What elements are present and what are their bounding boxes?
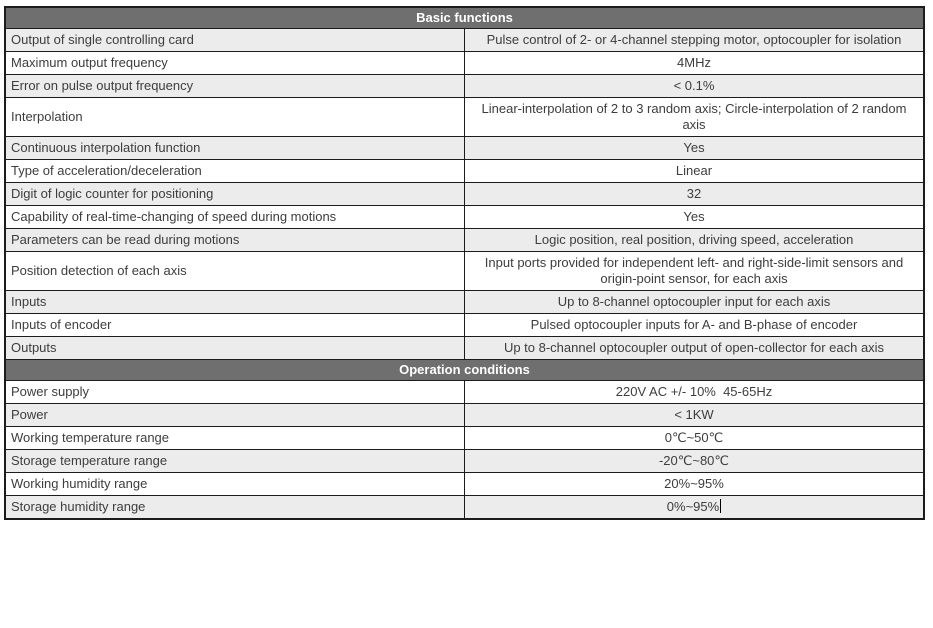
row-value-text: Input ports provided for independent left- and right-side-limit sensors and origin-point sensor, for each axis <box>484 255 907 286</box>
table-row <box>5 137 924 160</box>
row-value-cell[interactable] <box>465 473 925 496</box>
table-row <box>5 29 924 52</box>
row-label-text: Type of acceleration/deceleration <box>11 163 202 178</box>
row-value-text: 0℃~50℃ <box>664 430 724 445</box>
row-value-text: 20%~95% <box>664 476 724 491</box>
section-header-row <box>5 360 924 381</box>
row-value-cell[interactable] <box>465 381 925 404</box>
row-value-cell[interactable] <box>465 206 925 229</box>
row-value-cell[interactable] <box>465 160 925 183</box>
table-row <box>5 427 924 450</box>
row-label-text: Interpolation <box>11 109 83 124</box>
row-label-cell[interactable] <box>5 427 465 450</box>
row-label-text: Continuous interpolation function <box>11 140 201 155</box>
table-row <box>5 52 924 75</box>
row-label-text: Output of single controlling card <box>11 32 194 47</box>
row-label-cell[interactable] <box>5 337 465 360</box>
row-value-cell[interactable] <box>465 29 925 52</box>
row-value-cell[interactable] <box>465 75 925 98</box>
row-value-cell[interactable] <box>465 52 925 75</box>
row-label-text: Storage humidity range <box>11 499 146 514</box>
row-label-cell[interactable] <box>5 98 465 137</box>
row-value-cell[interactable] <box>465 450 925 473</box>
spec-table <box>4 6 925 520</box>
row-label-text: Inputs <box>11 294 47 309</box>
table-row <box>5 473 924 496</box>
row-value-text: Yes <box>683 140 705 155</box>
table-row <box>5 229 924 252</box>
row-value-text: 4MHz <box>677 55 711 70</box>
table-row <box>5 404 924 427</box>
row-label-cell[interactable] <box>5 291 465 314</box>
table-row <box>5 206 924 229</box>
row-value-cell[interactable] <box>465 252 925 291</box>
table-row <box>5 160 924 183</box>
text-cursor <box>720 499 721 513</box>
row-label-text: Error on pulse output frequency <box>11 78 194 93</box>
section-title-basic-functions[interactable]: Basic functions <box>5 7 924 29</box>
row-label-cell[interactable] <box>5 183 465 206</box>
row-label-text: Working humidity range <box>11 476 148 491</box>
row-value-text: < 1KW <box>674 407 714 422</box>
row-label-cell[interactable] <box>5 229 465 252</box>
row-value-cell[interactable] <box>465 183 925 206</box>
row-value-cell[interactable] <box>465 337 925 360</box>
row-label-cell[interactable] <box>5 473 465 496</box>
row-label-cell[interactable] <box>5 206 465 229</box>
row-label-cell[interactable] <box>5 137 465 160</box>
table-row <box>5 337 924 360</box>
row-value-cell[interactable] <box>465 404 925 427</box>
table-row <box>5 183 924 206</box>
row-label-text: Power supply <box>11 384 90 399</box>
row-label-text: Capability of real-time-changing of speed during motions <box>11 209 337 224</box>
row-value-text: 32 <box>686 186 702 201</box>
row-value-text: Yes <box>683 209 705 224</box>
table-row <box>5 252 924 291</box>
row-label-text: Working temperature range <box>11 430 170 445</box>
row-value-text: Linear-interpolation of 2 to 3 random axis; Circle-interpolation of 2 random axis <box>481 101 911 132</box>
row-value-text: Pulsed optocoupler inputs for A- and B-phase of encoder <box>530 317 858 332</box>
row-value-text: Up to 8-channel optocoupler input for each axis <box>557 294 831 309</box>
row-value-text: < 0.1% <box>673 78 715 93</box>
row-label-text: Parameters can be read during motions <box>11 232 240 247</box>
table-row <box>5 496 924 520</box>
row-label-cell[interactable] <box>5 496 465 520</box>
row-label-text: Storage temperature range <box>11 453 168 468</box>
row-label-cell[interactable] <box>5 52 465 75</box>
row-value-text: 220V AC +/- 10% 45-65Hz <box>615 384 773 399</box>
table-row <box>5 450 924 473</box>
row-label-text: Power <box>11 407 48 422</box>
row-value-text: Linear <box>675 163 713 178</box>
row-label-cell[interactable] <box>5 404 465 427</box>
section-title-operation-conditions[interactable]: Operation conditions <box>5 360 924 381</box>
table-row <box>5 98 924 137</box>
table-row <box>5 291 924 314</box>
row-label-text: Position detection of each axis <box>11 263 187 278</box>
row-value-text: Pulse control of 2- or 4-channel stepping motor, optocoupler for isolation <box>486 32 902 47</box>
row-label-text: Maximum output frequency <box>11 55 168 70</box>
row-label-cell[interactable] <box>5 29 465 52</box>
row-value-cell[interactable] <box>465 229 925 252</box>
row-value-text: Up to 8-channel optocoupler output of open-collector for each axis <box>503 340 885 355</box>
row-label-text: Outputs <box>11 340 57 355</box>
row-value-cell[interactable] <box>465 427 925 450</box>
row-value-text: 0%~95% <box>666 499 720 514</box>
table-row <box>5 381 924 404</box>
row-value-cell[interactable] <box>465 137 925 160</box>
row-value-cell[interactable] <box>465 98 925 137</box>
row-value-cell[interactable] <box>465 291 925 314</box>
row-value-cell[interactable] <box>465 314 925 337</box>
row-value-cell[interactable] <box>465 496 925 520</box>
table-row <box>5 314 924 337</box>
row-value-text: Logic position, real position, driving speed, acceleration <box>534 232 854 247</box>
spec-table-body <box>5 7 924 519</box>
row-label-cell[interactable] <box>5 450 465 473</box>
row-label-text: Inputs of encoder <box>11 317 112 332</box>
row-value-text: -20℃~80℃ <box>658 453 730 468</box>
row-label-cell[interactable] <box>5 252 465 291</box>
table-row <box>5 75 924 98</box>
row-label-cell[interactable] <box>5 381 465 404</box>
section-header-row <box>5 7 924 29</box>
row-label-cell[interactable] <box>5 160 465 183</box>
row-label-cell[interactable] <box>5 75 465 98</box>
row-label-text: Digit of logic counter for positioning <box>11 186 214 201</box>
row-label-cell[interactable] <box>5 314 465 337</box>
